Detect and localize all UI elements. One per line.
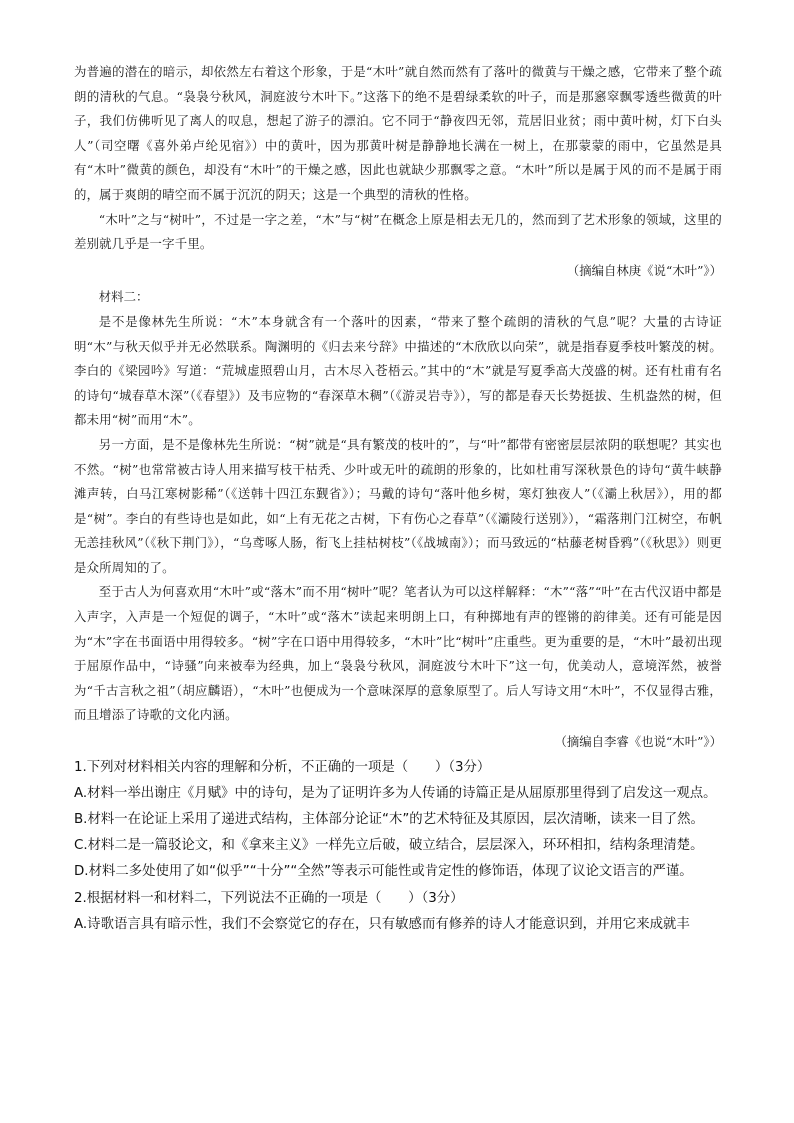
material2-paragraph-1: 是不是像林先生所说：“木”本身就含有一个落叶的因素，“带来了整个疏朗的清秋的气息”呢？大量的古诗证明“木”与秋天似乎并无必然联系。陶渊明的《归去来兮辞》中描述的“木欣欣以向荣”，就是指春夏季枝叶繁茂的树。李白的《梁园吟》写道：“荒城虚照碧山月，古木尽入苍梧云。”其中的“木”就是写夏季高大茂盛的树。还有杜甫有名的诗句“城春草木深”（《春望》）及韦应物的“春深草木稠”（《游灵岩寺》），写的都是春天长势挺拔、生机盎然的树，但都未用“树”而用“木”。 xyxy=(74,313,722,428)
material2-source: （摘编自李睿《也说“木叶”》） xyxy=(554,734,722,750)
material2-heading: 材料二： xyxy=(98,289,149,305)
material1-paragraph-1: 为普遍的潜在的暗示，却依然左右着这个形象，于是“木叶”就自然而然有了落叶的微黄与干燥之感，它带来了整个疏朗的清秋的气息。“袅袅兮秋风，洞庭波兮木叶下。”这落下的绝不是碧绿柔软的叶子，而是那窸窣飘零透些微黄的叶子，我们仿佛听见了离人的叹息，想起了游子的漂泊。它不同于“静夜四无邻，荒居旧业贫；雨中黄叶树，灯下白头人”（司空曙《喜外弟卢纶见宿》）中的黄叶，因为那黄叶树是静静地长满在一树上，在那蒙蒙的雨中，它虽然是具有“木叶”微黄的颜色，却没有“木叶”的干燥之感，因此也就缺少那飘零之意。“木叶”所以是属于风的而不是属于雨的，属于爽朗的晴空而不属于沉沉的阴天；这是一个典型的清秋的性格。 xyxy=(74,64,722,202)
question-1 xyxy=(74,755,722,886)
question-1-option-b: B.材料一在论证上采用了递进式结构，主体部分论证“木”的艺术特征及其原因，层次清晰，读来一目了然。 xyxy=(74,812,704,828)
question-2-option-a: A.诗歌语言具有暗示性，我们不会察觉它的存在，只有敏感而有修养的诗人才能意识到，并用它来成就丰 xyxy=(74,916,690,932)
question-2-stem: 2.根据材料一和材料二，下列说法不正确的一项是（ ）（3分） xyxy=(74,890,464,906)
material1-paragraph-2: “木叶”之与“树叶”，不过是一字之差，“木”与“树”在概念上原是相去无几的，然而到了艺术形象的领域，这里的差别就几乎是一字千里。 xyxy=(74,211,722,252)
question-1-stem: 1.下列对材料相关内容的理解和分析，不正确的一项是（ ）（3分） xyxy=(74,759,491,775)
question-1-option-c: C.材料二是一篇驳论文，和《拿来主义》一样先立后破，破立结合，层层深入，环环相扣，结构条理清楚。 xyxy=(74,838,704,854)
question-1-option-d: D.材料二多处使用了如“似乎”“十分”“全然”等表示可能性或肯定性的修饰语，体现了议论文语言的严谨。 xyxy=(74,864,693,880)
document-body xyxy=(74,60,722,938)
material1-source: （摘编自林庚《说“木叶”》） xyxy=(566,262,722,278)
material2-paragraph-2: 另一方面，是不是像林先生所说：“树”就是“具有繁茂的枝叶的”，与“叶”都带有密密层层浓阴的联想呢？其实也不然。“树”也常常被古诗人用来描写枝干枯秃、少叶或无叶的疏朗的形象的，比如杜甫写深秋景色的诗句“黄牛峡静滩声转，白马江寒树影稀”（《送韩十四江东觐省》）；马戴的诗句“落叶他乡树，寒灯独夜人”（《灞上秋居》），用的都是“树”。李白的有些诗也是如此，如“上有无花之古树，下有伤心之春草”（《灞陵行送别》），“霜落荆门江树空，布帆无恙挂秋风”（《秋下荆门》），“乌鸢啄人肠，衔飞上挂枯树枝”（《战城南》）；而马致远的“枯藤老树昏鸦”（《秋思》）则更是众所周知的了。 xyxy=(74,436,722,575)
question-2 xyxy=(74,886,722,938)
question-1-option-a: A.材料一举出谢庄《月赋》中的诗句，是为了证明许多为人传诵的诗篇正是从屈原那里得到了启发这一观点。 xyxy=(74,785,717,801)
material2-paragraph-3: 至于古人为何喜欢用“木叶”或“落木”而不用“树叶”呢？笔者认为可以这样解释：“木”“落”“叶”在古代汉语中都是入声字，入声是一个短促的调子，“木叶”或“落木”读起来明朗上口，有种掷地有声的铿锵的韵律美。还有可能是因为“木”字在书面语中用得较多。“树”字在口语中用得较多，“木叶”比“树叶”庄重些。更为重要的是，“木叶”最初出现于屈原作品中，“诗骚”向来被奉为经典，加上“袅袅兮秋风，洞庭波兮木叶下”这一句，优美动人，意境浑然，被誉为“千古言秋之祖”（胡应麟语），“木叶”也便成为一个意味深厚的意象原型了。后人写诗文用“木叶”，不仅显得古雅，而且增添了诗歌的文化内涵。 xyxy=(74,584,722,723)
